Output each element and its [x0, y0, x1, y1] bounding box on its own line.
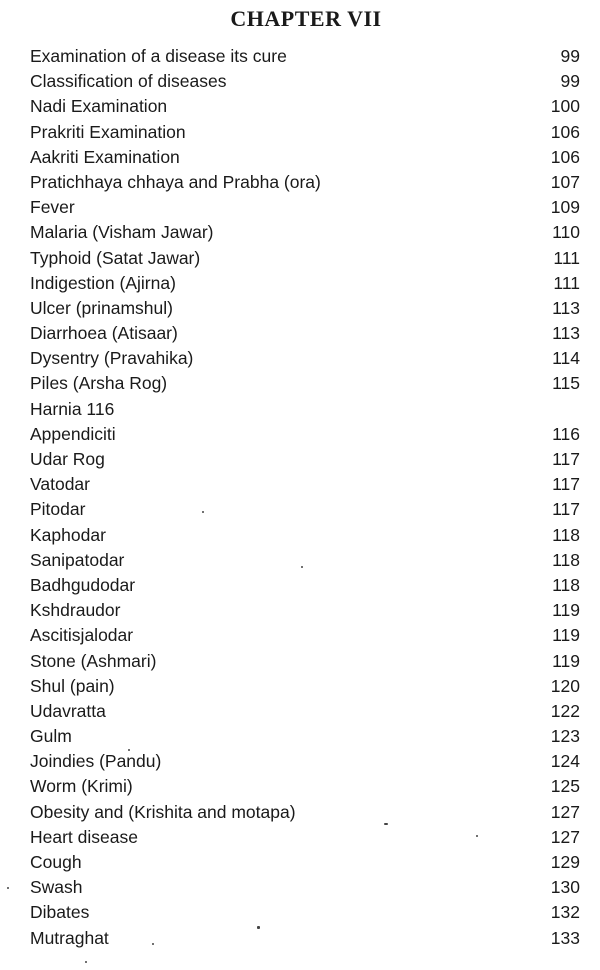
toc-entry [30, 850, 580, 875]
toc-entry-title: Classification of diseases [30, 71, 227, 92]
toc-entry-title: Dysentry (Pravahika) [30, 348, 194, 369]
toc-entry-page-number: 130 [550, 877, 580, 898]
toc-entry-title: Cough [30, 852, 82, 872]
table-of-contents [30, 44, 580, 951]
toc-entry [30, 296, 580, 321]
toc-entry-title: Dibates [30, 902, 90, 923]
toc-entry [30, 69, 580, 94]
scan-speck [384, 823, 388, 825]
toc-entry-page-number: 119 [552, 600, 580, 621]
toc-entry-title: Stone (Ashmari) [30, 650, 157, 671]
toc-entry-page-number: 118 [552, 574, 580, 595]
toc-entry [30, 548, 580, 573]
toc-entry-page-number: 114 [552, 348, 580, 369]
toc-entry [30, 447, 580, 472]
toc-entry-page-number: 122 [550, 700, 580, 721]
toc-entry [30, 170, 580, 195]
scan-speck [85, 961, 87, 963]
toc-entry-page-number: 127 [550, 826, 580, 847]
toc-entry-page-number: 116 [552, 423, 580, 444]
toc-entry-page-number: 113 [552, 297, 580, 318]
toc-entry [30, 749, 580, 774]
toc-entry [30, 674, 580, 699]
toc-entry-page-number: 110 [552, 222, 580, 243]
toc-entry-title: Shul (pain) [30, 675, 115, 696]
toc-entry-page-number: 106 [550, 146, 580, 167]
toc-entry [30, 523, 580, 548]
toc-entry [30, 371, 580, 396]
toc-entry-title: Nadi Examination [30, 96, 168, 117]
toc-entry-page-number: 107 [550, 171, 580, 192]
toc-entry-title: Piles (Arsha Rog) [30, 373, 168, 394]
toc-entry-page-number: 119 [552, 625, 580, 646]
toc-entry-page-number: 117 [552, 449, 580, 469]
toc-entry [30, 271, 580, 296]
toc-entry [30, 44, 580, 69]
toc-entry-title: Heart disease [30, 826, 138, 847]
toc-entry-title: Kaphodar [30, 524, 106, 545]
toc-entry-title: Badhgudodar [30, 574, 136, 595]
toc-entry-page-number: 132 [550, 902, 580, 923]
toc-entry-title: Aakriti Examination [30, 146, 180, 167]
toc-entry-title: Ulcer (prinamshul) [30, 297, 173, 318]
toc-entry-page-number: 111 [553, 247, 580, 268]
toc-entry-title: Udar Rog [30, 449, 105, 469]
toc-entry-title: Mutraghat [30, 927, 109, 948]
toc-entry-title: Vatodar [30, 474, 90, 495]
toc-entry-page-number: 100 [550, 96, 580, 117]
toc-entry-title: Swash [30, 877, 83, 898]
toc-entry [30, 120, 580, 145]
toc-entry-title: Worm (Krimi) [30, 776, 133, 797]
toc-entry-title: Pratichhaya chhaya and Prabha (ora) [30, 171, 321, 192]
toc-entry [30, 623, 580, 648]
toc-entry [30, 724, 580, 749]
toc-entry-page-number: 99 [560, 71, 580, 92]
toc-entry-title: Harnia 116 [30, 398, 115, 419]
toc-entry-title: Malaria (Visham Jawar) [30, 222, 214, 243]
toc-entry-title: Joindies (Pandu) [30, 751, 162, 772]
toc-entry [30, 573, 580, 598]
toc-entry-title: Typhoid (Satat Jawar) [30, 247, 201, 268]
toc-entry-page-number: 99 [560, 46, 580, 66]
toc-entry-page-number: 120 [550, 675, 580, 696]
toc-entry-page-number: 117 [552, 474, 580, 495]
toc-entry-page-number: 117 [552, 499, 580, 520]
toc-entry [30, 472, 580, 497]
scan-speck [202, 511, 204, 513]
toc-entry-title: Ascitisjalodar [30, 625, 134, 646]
toc-entry-title: Indigestion (Ajirna) [30, 272, 176, 293]
toc-entry-title: Examination of a disease its cure [30, 46, 287, 66]
toc-entry [30, 397, 580, 422]
toc-entry [30, 346, 580, 371]
toc-entry-title: Diarrhoea (Atisaar) [30, 323, 178, 344]
toc-entry-page-number: 129 [550, 852, 580, 872]
toc-entry [30, 774, 580, 799]
toc-entry [30, 598, 580, 623]
toc-entry-page-number: 113 [552, 323, 580, 344]
scan-speck [301, 566, 303, 568]
toc-entry-page-number: 133 [550, 927, 580, 948]
toc-entry [30, 875, 580, 900]
toc-entry-page-number: 127 [550, 801, 580, 822]
toc-entry-title: Sanipatodar [30, 549, 125, 570]
toc-entry [30, 649, 580, 674]
toc-entry [30, 497, 580, 522]
scan-speck [152, 943, 154, 945]
scan-speck [476, 835, 478, 837]
toc-entry-page-number: 124 [550, 751, 580, 772]
toc-entry [30, 926, 580, 951]
toc-entry-page-number: 111 [553, 272, 580, 293]
toc-entry-title: Fever [30, 197, 75, 218]
scan-speck [7, 887, 9, 889]
toc-entry [30, 220, 580, 245]
toc-entry-page-number: 109 [550, 197, 580, 218]
toc-entry-page-number: 123 [550, 726, 580, 747]
scan-speck [128, 749, 130, 751]
toc-entry [30, 900, 580, 925]
toc-entry [30, 246, 580, 271]
toc-entry-title: Appendiciti [30, 423, 116, 444]
toc-entry [30, 422, 580, 447]
toc-entry-title: Pitodar [30, 499, 86, 520]
toc-entry [30, 195, 580, 220]
chapter-title: CHAPTER VII [230, 6, 382, 31]
toc-entry [30, 699, 580, 724]
toc-entry-title: Gulm [30, 726, 72, 747]
toc-entry [30, 94, 580, 119]
toc-entry [30, 825, 580, 850]
toc-entry-page-number: 106 [550, 121, 580, 142]
scan-speck [257, 926, 260, 929]
toc-entry-page-number: 125 [550, 776, 580, 797]
toc-entry [30, 321, 580, 346]
toc-entry-page-number: 118 [552, 524, 580, 545]
toc-entry-title: Kshdraudor [30, 600, 121, 621]
toc-entry-page-number: 115 [552, 373, 580, 394]
toc-entry [30, 145, 580, 170]
toc-entry-page-number: 119 [552, 650, 580, 671]
toc-entry-title: Obesity and (Krishita and motapa) [30, 801, 296, 822]
toc-entry-title: Prakriti Examination [30, 121, 186, 142]
toc-entry [30, 800, 580, 825]
toc-entry-title: Udavratta [30, 700, 106, 721]
toc-entry-page-number: 118 [552, 549, 580, 570]
